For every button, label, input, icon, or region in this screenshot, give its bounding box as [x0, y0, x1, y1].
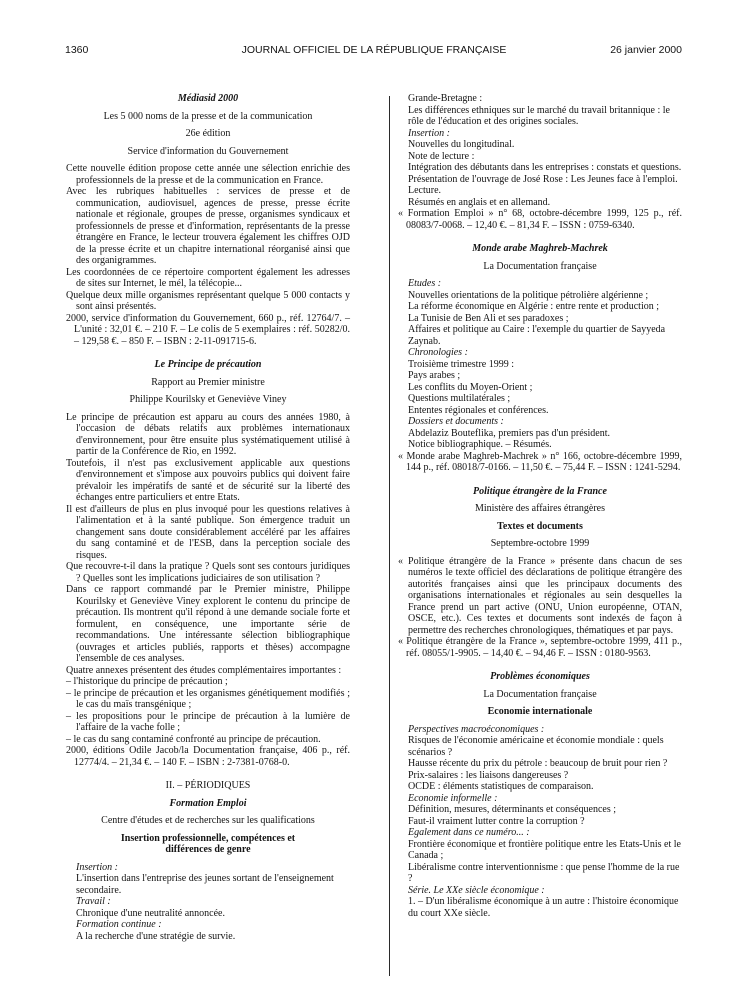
formation-emploi-theme: Insertion professionnelle, compétences et différences de genre: [120, 832, 296, 855]
section-label: Formation continue :: [76, 919, 162, 930]
content-line: Abdelaziz Bouteflika, premiers pas d'un président.: [408, 427, 611, 439]
precaution-paragraph-3: Il est d'ailleurs de plus en plus invoqué pour les questions relatives à l'alimentation et à la santé publique. Son émergence traduit un changement sans doute considérablement accéléré par les affaires du sang contaminé et de l'ESB, dans la perception sociale des risques.: [66, 503, 350, 561]
precaution-paragraph-6: Quatre annexes présentent des études complémentaires importantes :: [66, 664, 342, 676]
precaution-annex-item: – le principe de précaution et les organismes génétiquement modifiés ; le cas du maïs transgénique ;: [66, 687, 350, 710]
content-line: Questions multilatérales ;: [408, 393, 511, 404]
precaution-paragraph-2: Toutefois, il n'est pas exclusivement applicable aux questions d'environnement et s'impose aux pouvoirs publics qui doivent faire prévaloir les impératifs de santé et de sécurité sur la liberté des échanges entre particuliers et entre Etats.: [66, 457, 350, 503]
section-label: Insertion :: [76, 861, 118, 873]
right-column: [398, 93, 682, 919]
issue-date: 26 janvier 2000: [610, 44, 682, 56]
precaution-reference: 2000, éditions Odile Jacob/la Documentation française, 406 p., réf. 12774/4. – 21,34 €. – 140 F. – ISBN : 2-7381-0768-0.: [66, 745, 350, 768]
precaution-paragraph-1: Le principe de précaution est apparu au cours des années 1980, à l'occasion de débats relatifs aux problèmes internationaux d'environnement, pour être ensuite plus systématiquement utilisé à partir de la Conférence de Rio, en 1992.: [66, 411, 350, 457]
page-number: 1360: [65, 44, 89, 56]
politique-subtitle: Textes et documents: [497, 520, 583, 532]
mediasid-edition: 26e édition: [185, 128, 231, 139]
section-label: Perspectives macroéconomiques :: [408, 723, 545, 735]
column-divider: [389, 96, 390, 976]
problemes-contents: [398, 724, 682, 920]
section-label: Dossiers et documents :: [408, 416, 504, 427]
problemes-title: Problèmes économiques: [490, 671, 590, 682]
content-line: Grande-Bretagne :: [408, 93, 483, 104]
mediasid-title: Médiasid 2000: [177, 93, 239, 104]
section-label: Egalement dans ce numéro... :: [408, 827, 530, 838]
content-line: Lecture.: [408, 185, 442, 196]
content-line: Les conflits du Moyen-Orient ;: [408, 381, 533, 393]
content-line: Présentation de l'ouvrage de José Rose : Les Jeunes face à l'emploi.: [408, 173, 678, 185]
content-line: Les différences ethniques sur le marché du travail britannique : le rôle de l'éducation et des origines sociales.: [408, 104, 670, 127]
content-line: 1. – D'un libéralisme économique à un autre : l'histoire économique du court XXe siècle.: [408, 896, 679, 919]
precaution-authors: Philippe Kourilsky et Geneviève Viney: [129, 394, 287, 405]
mediasid-publisher: Service d'information du Gouvernement: [127, 145, 289, 157]
maghreb-contents: [398, 278, 682, 451]
content-line: Note de lecture :: [408, 150, 475, 162]
formation-emploi-publisher: Centre d'études et de recherches sur les qualifications: [101, 815, 315, 826]
problemes-publisher: La Documentation française: [483, 688, 597, 700]
content-line: Prix-salaires : les liaisons dangereuses ?: [408, 769, 569, 781]
politique-period: Septembre-octobre 1999: [490, 538, 590, 549]
content-line: Notice bibliographique. – Résumés.: [408, 439, 552, 450]
politique-title: Politique étrangère de la France: [473, 485, 607, 497]
mediasid-reference: 2000, service d'information du Gouvernement, 660 p., réf. 12764/7. – L'unité : 32,01 €. – 210 F. – Le colis de 5 exemplaires : réf. 50282/0. – 129,58 €. – 850 F. – ISBN : 2-11-091715-6.: [66, 312, 350, 347]
content-line: A la recherche d'une stratégie de survie.: [76, 930, 236, 942]
periodiques-heading: II. – PÉRIODIQUES: [165, 780, 251, 791]
mediasid-paragraph-1: Cette nouvelle édition propose cette année une sélection enrichie des professionnels de la presse et de la communication en France.: [66, 163, 350, 186]
formation-emploi-title: Formation Emploi: [169, 797, 247, 809]
mediasid-subtitle: Les 5 000 noms de la presse et de la communication: [103, 110, 313, 122]
formation-emploi-reference: « Formation Emploi » n° 68, octobre-décembre 1999, 125 p., réf. 08083/7-0068. – 12,40 €. – 81,34 F. – ISSN : 0759-6340.: [398, 208, 682, 231]
mediasid-paragraph-4: Quelque deux mille organismes représentant quelque 5 000 contacts y sont ainsi présentés.: [66, 289, 350, 312]
content-line: OCDE : éléments statistiques de comparaison.: [408, 781, 594, 792]
maghreb-reference: « Monde arabe Maghreb-Machrek » n° 166, octobre-décembre 1999, 144 p., réf. 08018/7-0166. – 11,50 €. – 75,44 F. – ISSN : 1241-5294.: [398, 450, 682, 473]
section-label: Chronologies :: [408, 347, 468, 358]
content-line: Nouvelles orientations de la politique pétrolière algérienne ;: [408, 289, 649, 301]
problemes-subtitle: Economie internationale: [487, 706, 593, 717]
maghreb-publisher: La Documentation française: [483, 260, 597, 272]
formation-emploi-contents: [66, 862, 350, 943]
content-line: Ententes régionales et conférences.: [408, 404, 549, 416]
content-line: La Tunisie de Ben Ali et ses paradoxes ;: [408, 312, 569, 324]
politique-paragraph: « Politique étrangère de la France » présente dans chacun de ses numéros le texte officiel des déclarations de politique étrangère des autorités françaises ainsi que les principaux documents des organisations internationales et régionales au sein desquelles la France prend un part active (ONU, Union européenne, OTAN, OSCE, etc.). Ces textes et documents sont indexés de façon à permettre des recherches chronologiques, thématiques et par pays.: [398, 555, 682, 636]
content-line: Libéralisme contre interventionnisme : que pense l'homme de la rue ?: [408, 861, 680, 884]
content-line: Intégration des débutants dans les entreprises : constats et questions.: [408, 162, 682, 173]
left-column: [66, 93, 350, 942]
content-line: La réforme économique en Algérie : entre rente et production ;: [408, 301, 660, 312]
precaution-paragraph-5: Dans ce rapport commandé par le Premier ministre, Philippe Kourilsky et Geneviève Viney explorent le contenu du principe de précaution. Ils montrent qu'il répond à une demande sociale forte et formulent, en conséquence, une importante série de recommandations. Une intéressante sélection bibliographique (ouvrages et articles publiés, rapports et thèses) accompagne l'ensemble de ces analyses.: [66, 584, 350, 664]
content-line: Faut-il vraiment lutter contre la corruption ?: [408, 815, 585, 827]
section-label: Economie informelle :: [408, 792, 498, 804]
mediasid-paragraph-2: Avec les rubriques habituelles : services de presse et de communication, audiovisuel, agences de presse, presse écrite nationale et régionale, groupes de presse, organismes syndicaux et professionnels de presse et d'information, représentants de la presse étrangère en France, le lecteur trouvera également les chiffres OJD de la presse écrite et un chapitre international réorganisé ainsi que des organigrammes.: [66, 186, 350, 266]
content-line: Résumés en anglais et en allemand.: [408, 196, 551, 208]
content-line: Chronique d'une neutralité annoncée.: [76, 907, 225, 919]
content-line: Pays arabes ;: [408, 370, 461, 381]
section-label: Etudes :: [408, 278, 442, 289]
content-line: L'insertion dans l'entreprise des jeunes sortant de l'enseignement secondaire.: [76, 873, 334, 896]
precaution-annex-item: – les propositions pour le principe de précaution à la lumière de l'affaire de la vache folle ;: [66, 710, 350, 733]
section-label: Insertion :: [408, 127, 450, 139]
precaution-annex-item: – le cas du sang contaminé confronté au principe de précaution.: [66, 733, 321, 745]
section-label: Travail :: [76, 896, 111, 907]
mediasid-paragraph-3: Les coordonnées de ce répertoire comportent également les adresses de sites sur Internet, le mél, la télécopie...: [66, 266, 350, 289]
precaution-title: Le Principe de précaution: [154, 359, 262, 370]
content-line: Frontière économique et frontière politique entre les Etats-Unis et le Canada ;: [408, 838, 681, 861]
politique-publisher: Ministère des affaires étrangères: [474, 503, 606, 514]
content-line: Troisième trimestre 1999 :: [408, 358, 515, 370]
content-line: Affaires et politique au Caire : l'exemple du quartier de Sayyeda Zaynab.: [408, 324, 666, 347]
section-label: Série. Le XXe siècle économique :: [408, 884, 545, 896]
precaution-subtitle: Rapport au Premier ministre: [151, 376, 265, 388]
content-line: Hausse récente du prix du pétrole : beaucoup de bruit pour rien ?: [408, 758, 668, 769]
precaution-paragraph-4: Que recouvre-t-il dans la pratique ? Quels sont ses contours juridiques ? Quelles sont les implications judiciaires de son utilisation ?: [66, 561, 350, 584]
politique-reference: « Politique étrangère de la France », septembre-octobre 1999, 411 p., réf. 08055/1-9905. – 14,40 €. – 94,46 F. – ISSN : 0180-9563.: [398, 636, 682, 659]
precaution-annex-item: – l'historique du principe de précaution ;: [66, 676, 228, 687]
content-line: Définition, mesures, déterminants et conséquences ;: [408, 804, 616, 815]
content-line: Nouvelles du longitudinal.: [408, 139, 515, 150]
maghreb-title: Monde arabe Maghreb-Machrek: [472, 243, 608, 254]
journal-title: JOURNAL OFFICIEL DE LA RÉPUBLIQUE FRANÇAISE: [241, 44, 507, 56]
formation-emploi-contents-continued: [398, 93, 682, 208]
content-line: Risques de l'économie américaine et économie mondiale : quels scénarios ?: [408, 735, 664, 758]
